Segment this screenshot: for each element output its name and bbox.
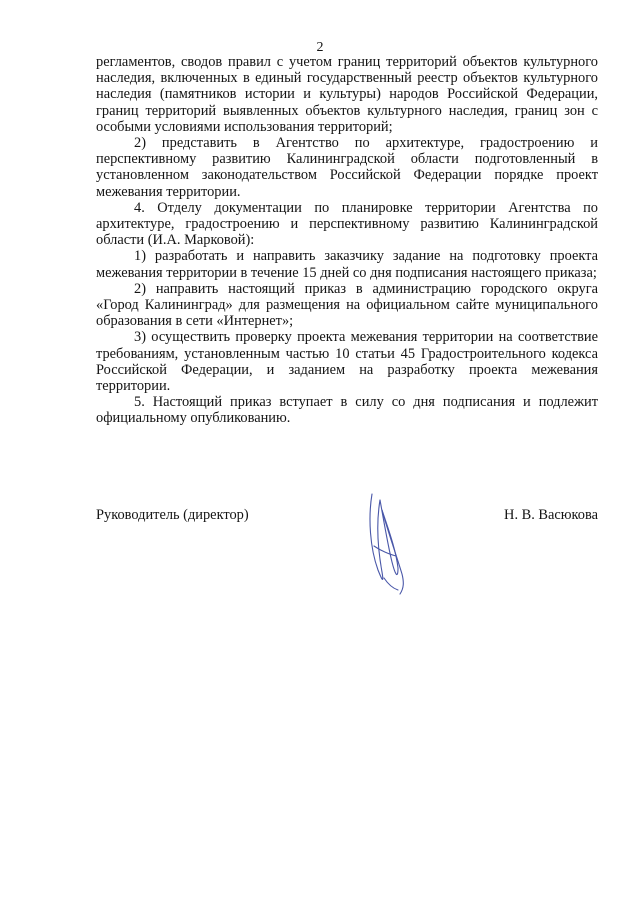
- document-body: [96, 54, 598, 427]
- paragraph-clause-4-item-3: 3) осуществить проверку проекта межевания территории на соответствие требованиям, установленным частью 10 статьи 45 Градостроительного кодекса Российской Федерации, и заданием на разработку проекта межевания территории.: [96, 329, 598, 395]
- paragraph-clause-5: 5. Настоящий приказ вступает в силу со дня подписания и подлежит официальному опубликованию.: [96, 394, 598, 427]
- paragraph-clause-4: 4. Отделу документации по планировке территории Агентства по архитектуре, градостроению и перспективному развитию Калининградской области (И.А. Марковой):: [96, 199, 598, 249]
- page-number: 2: [316, 40, 324, 55]
- paragraph-clause-4-item-1: 1) разработать и направить заказчику задание на подготовку проекта межевания территории в течение 15 дней со дня подписания настоящего приказа;: [96, 248, 598, 281]
- signatory-title: Руководитель (директор): [96, 507, 249, 523]
- paragraph-clause-4-item-2: 2) направить настоящий приказ в администрацию городского округа «Город Калининград» для размещения на официальном сайте муниципального образования в сети «Интернет»;: [96, 280, 598, 330]
- signatory-name: Н. В. Васюкова: [504, 507, 598, 523]
- paragraph-item-2-submit: 2) представить в Агентство по архитектуре, градостроению и перспективному развитию Калининградской области подготовленный в установленном законодательством Российской Федерации порядке проект межевания территории.: [96, 135, 598, 200]
- paragraph-continuation: регламентов, сводов правил с учетом границ территорий объектов культурного наследия, включенных в единый государственный реестр объектов культурного наследия (памятников истории и культуры) народов Российской Федерации, границ территорий выявленных объектов культурного наследия, границ зон с особыми условиями использования территорий;: [96, 54, 598, 135]
- handwritten-signature: [358, 488, 418, 598]
